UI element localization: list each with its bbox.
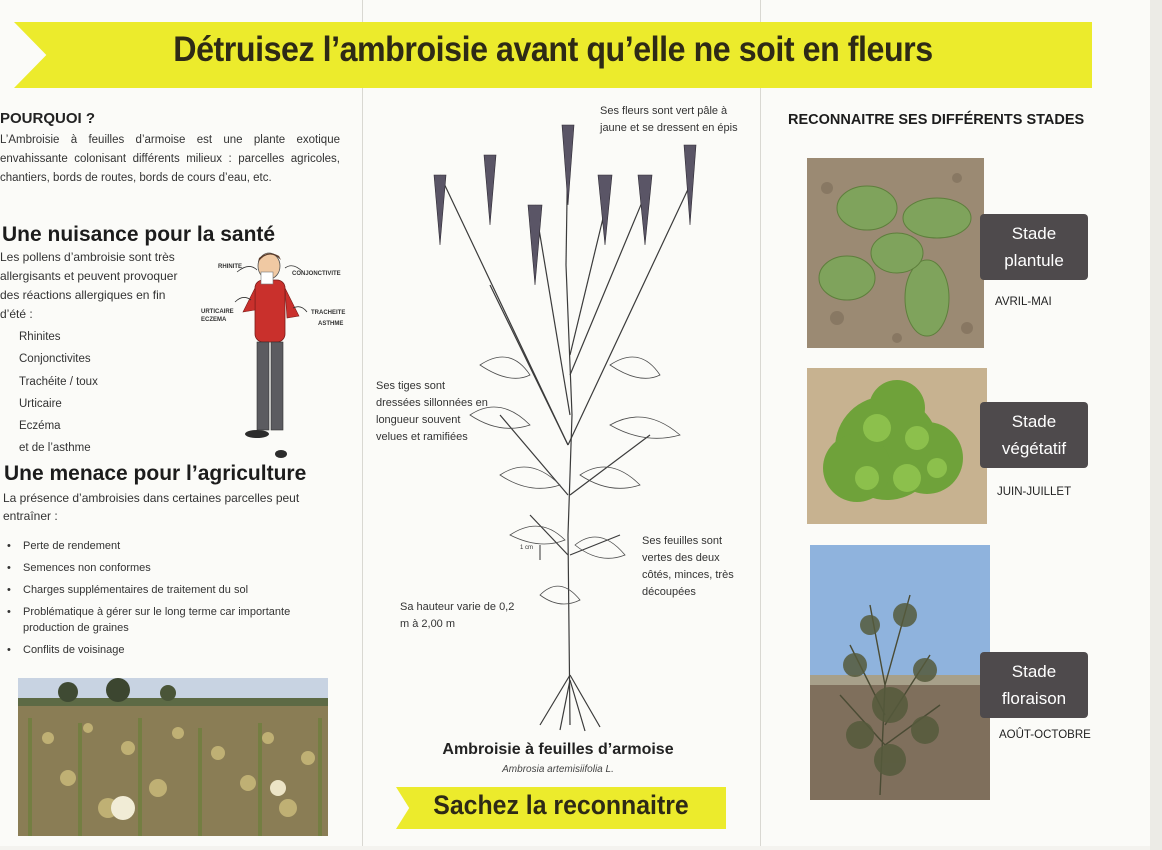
symptom-item: Conjonctivites (19, 353, 91, 366)
label-tracheite: TRACHEITE (311, 310, 346, 316)
risk-item: • Problématique à gérer sur le long terme car importante production de graines (7, 604, 307, 636)
stage-vegetatif-label: Stade végétatif (980, 402, 1088, 468)
ambrosia-plant-drawing (410, 115, 730, 735)
health-paragraph: Les pollens d’ambroisie sont très allergisants et peuvent provoquer des réactions allergiques en fin d’été : (0, 250, 178, 321)
symptom-list (19, 326, 98, 460)
symptom-item: et de l’asthme (19, 442, 91, 455)
latin-name: Ambrosia artemisiifolia L. (502, 764, 614, 775)
stage-floraison-photo (810, 545, 990, 800)
risk-item: • Perte de rendement (7, 538, 307, 554)
agriculture-paragraph: La présence d’ambroisies dans certaines parcelles peut entraîner : (3, 491, 300, 523)
stage-floraison-label: Stade floraison (980, 652, 1088, 718)
risk-item: • Charges supplémentaires de traitement du sol (7, 582, 307, 598)
label-urticaire: URTICAIRE (201, 309, 234, 315)
stage-vegetatif-period: JUIN-JUILLET (997, 486, 1072, 498)
infested-field-photo (18, 678, 328, 836)
risk-item: • Semences non conformes (7, 560, 307, 576)
flowers-note: Ses fleurs sont vert pâle à jaune et se dressent en épis (600, 105, 738, 134)
stage-plantule-photo (807, 158, 984, 348)
label-asthme: ASTHME (318, 321, 344, 327)
height-note: Sa hauteur varie de 0,2 m à 2,00 m (400, 601, 515, 630)
agriculture-heading: Une menace pour l’agriculture (4, 462, 307, 485)
fold-line-left (362, 0, 363, 846)
scale-label: 1 cm (520, 545, 534, 551)
risk-item: • Conflits de voisinage (7, 642, 307, 658)
stage-floraison-period: AOÛT-OCTOBRE (999, 729, 1091, 741)
species-name: Ambroisie à feuilles d’armoise (442, 741, 674, 758)
agriculture-risk-list (7, 538, 307, 664)
stage-plantule-label: Stade plantule (980, 214, 1088, 280)
paper-edge (1150, 0, 1162, 850)
label-eczema: ECZEMA (201, 317, 227, 323)
symptom-item: Urticaire (19, 397, 62, 410)
fold-line-right (760, 0, 761, 846)
stage-vegetatif-photo (807, 368, 987, 524)
why-heading: POURQUOI ? (0, 110, 96, 127)
label-conjonctivite: CONJONCTIVITE (292, 271, 341, 277)
leaves-note: Ses feuilles sont vertes des deux côtés, minces, très découpées (642, 535, 734, 598)
health-heading: Une nuisance pour la santé (2, 223, 276, 246)
why-paragraph: L’Ambroisie à feuilles d’armoise est une plante exotique envahissante colonisant différents milieux : parcelles agricoles, chantiers, bords de routes, bords de cours d’eau, etc. (0, 134, 340, 184)
stage-plantule-period: AVRIL-MAI (995, 296, 1052, 308)
label-rhinite: RHINITE (218, 264, 242, 270)
allergic-person-illustration (215, 250, 355, 465)
stages-title: RECONNAITRE SES DIFFÉRENTS STADES (788, 112, 1085, 128)
symptom-item: Eczéma (19, 420, 61, 433)
stems-note: Ses tiges sont dressées sillonnées en longueur souvent velues et ramifiées (376, 380, 488, 443)
header-title: Détruisez l’ambroisie avant qu’elle ne soit en fleurs (173, 30, 933, 69)
cta-title: Sachez la reconnaitre (433, 790, 689, 820)
symptom-item: Trachéite / toux (19, 375, 98, 388)
symptom-item: Rhinites (19, 331, 61, 343)
